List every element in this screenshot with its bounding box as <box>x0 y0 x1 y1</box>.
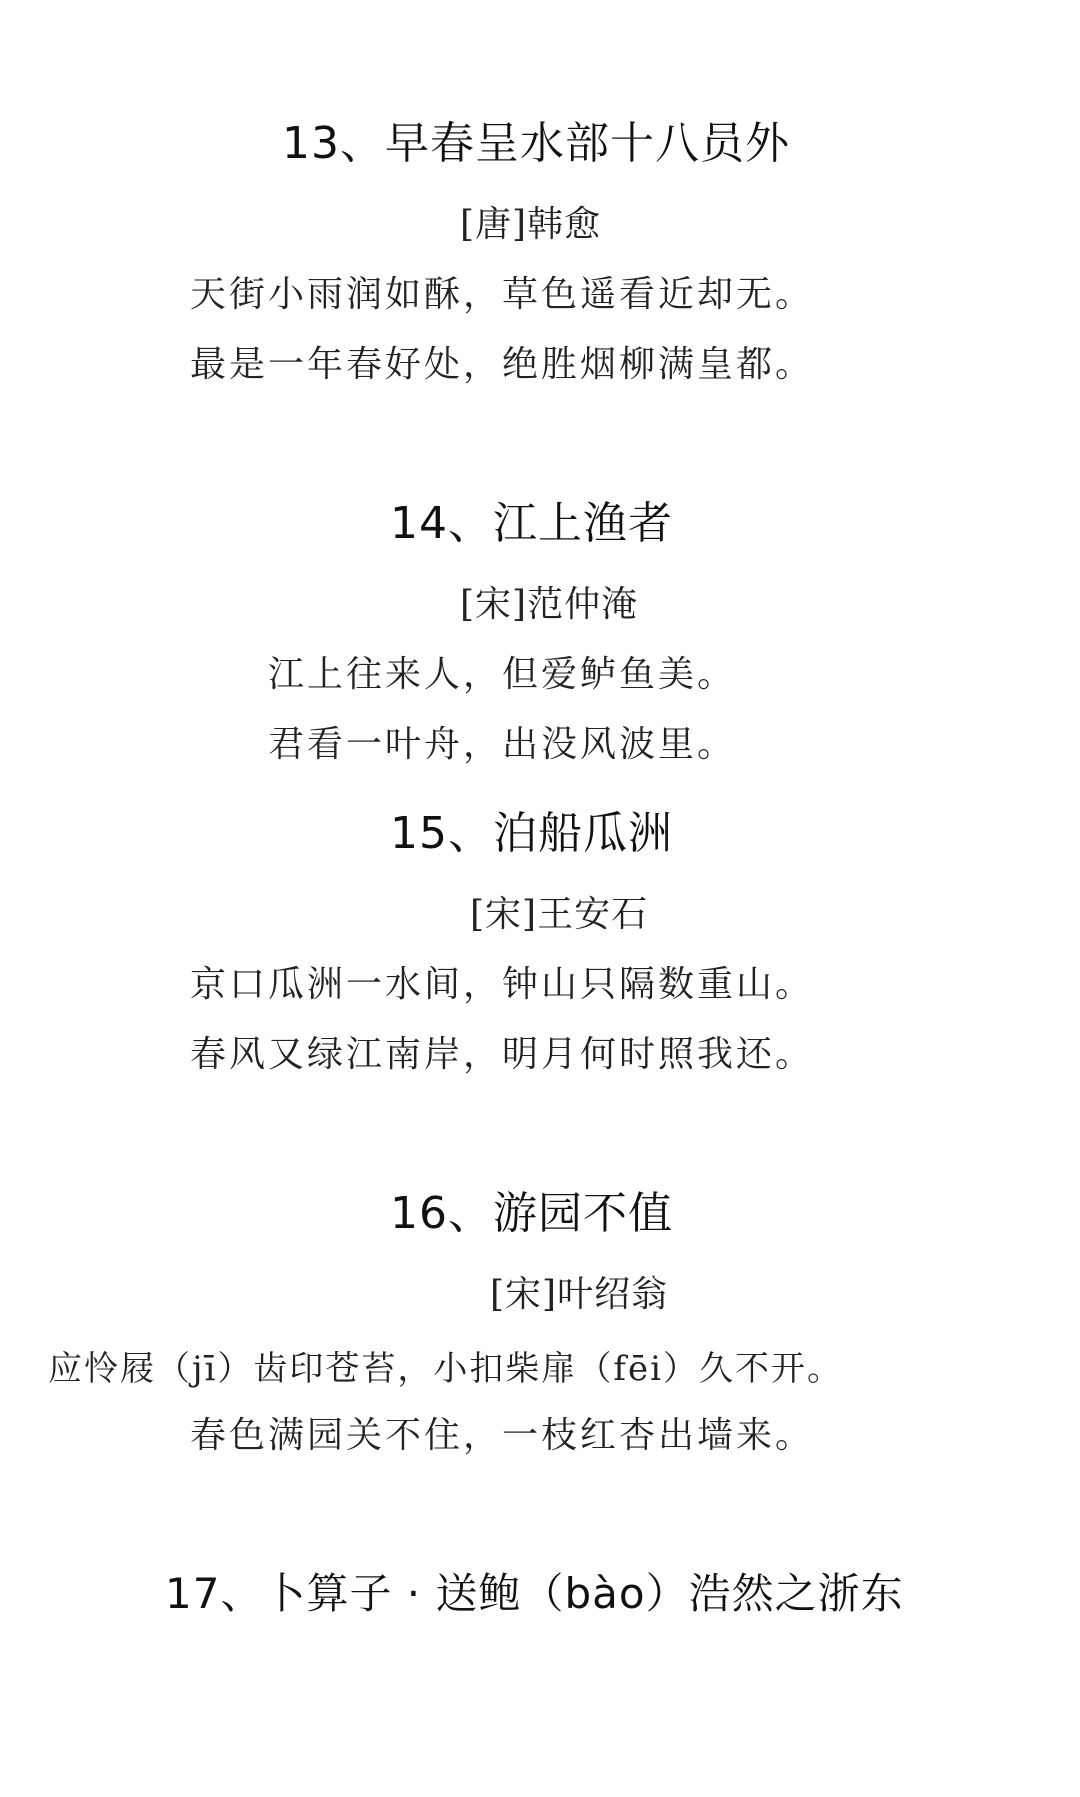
poem-author: [宋]叶绍翁 <box>490 1274 669 1315</box>
poem-line: 君看一叶舟，出没风波里。 <box>268 724 737 765</box>
poem-line: 最是一年春好处，绝胜烟柳满皇都。 <box>190 344 815 385</box>
poem-title: 15、泊船瓜洲 <box>390 808 673 859</box>
poem-line: 天街小雨润如酥，草色遥看近却无。 <box>190 274 815 315</box>
poem-author: [宋]王安石 <box>470 894 649 935</box>
poem-line: 京口瓜洲一水间，钟山只隔数重山。 <box>190 964 815 1005</box>
poem-line: 春风又绿江南岸，明月何时照我还。 <box>190 1034 815 1075</box>
poem-author: [唐]韩愈 <box>460 204 602 245</box>
poem-line: 春色满园关不住，一枝红杏出墙来。 <box>190 1415 815 1456</box>
poem-author: [宋]范仲淹 <box>460 584 639 625</box>
poem-title: 13、早春呈水部十八员外 <box>282 118 790 169</box>
poem-line: 应怜屐（jī）齿印苍苔，小扣柴扉（fēi）久不开。 <box>48 1349 843 1389</box>
poem-title: 16、游园不值 <box>390 1188 673 1239</box>
poem-line: 江上往来人，但爱鲈鱼美。 <box>268 654 737 695</box>
poem-title: 17、卜算子 · 送鲍（bào）浩然之浙东 <box>165 1569 904 1618</box>
poem-title: 14、江上渔者 <box>390 498 673 549</box>
